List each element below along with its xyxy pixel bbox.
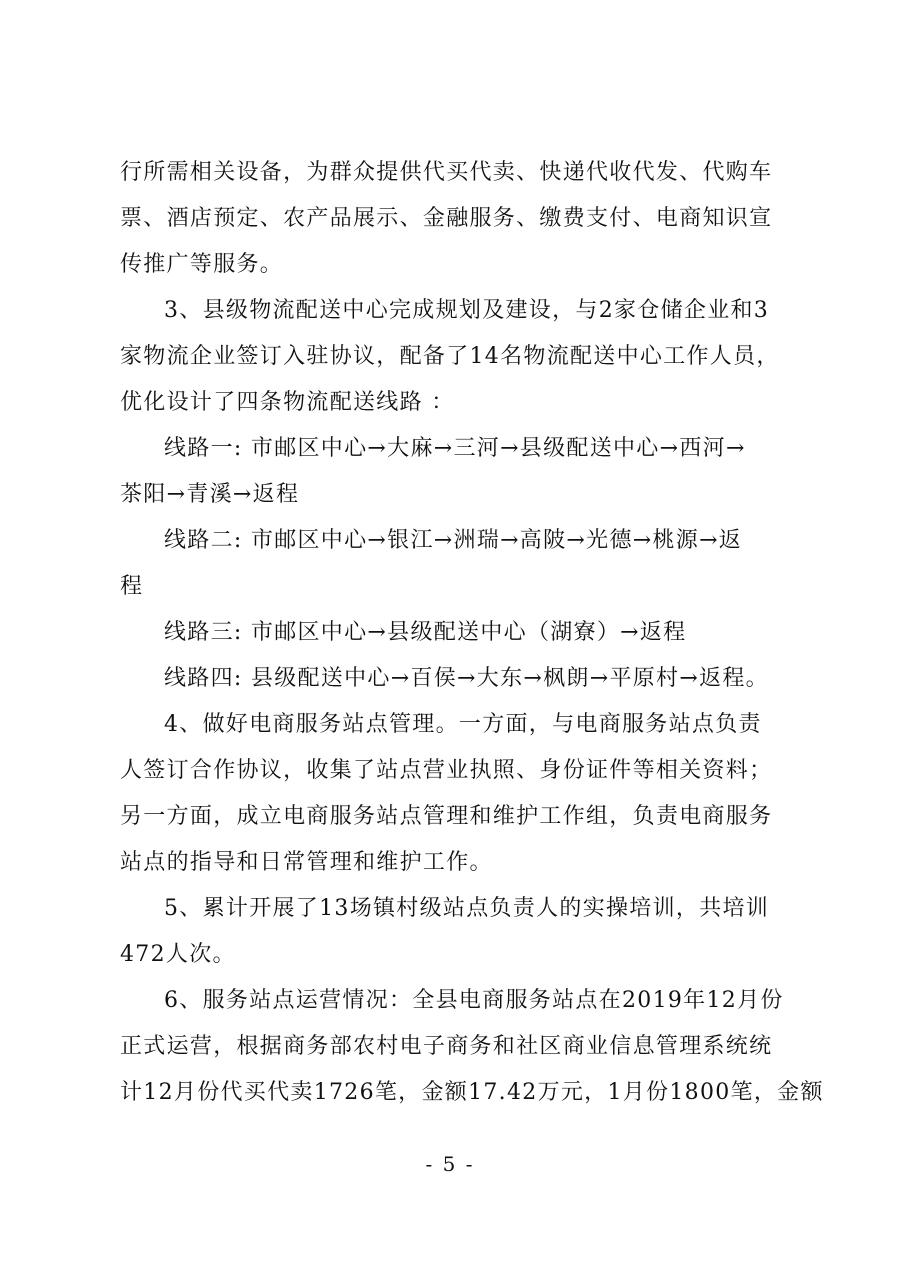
text-line: 3、县级物流配送中心完成规划及建设，与2家仓储企业和3 [164, 298, 770, 323]
text-line: 正式运营，根据商务部农村电子商务和社区商业信息管理系统统 [120, 1034, 773, 1059]
body-text [120, 150, 824, 1116]
paragraph-route-4 [120, 656, 800, 702]
text-line: 程 [120, 574, 144, 599]
paragraph [120, 978, 824, 1116]
text-line: 茶阳→青溪→返程 [120, 482, 300, 507]
paragraph [120, 150, 800, 288]
paragraph-route-1 [120, 426, 800, 518]
text-line: 人签订合作协议，收集了站点营业执照、身份证件等相关资料； [120, 758, 773, 783]
page-number: - 5 - [425, 1152, 475, 1176]
text-line: 另一方面，成立电商服务站点管理和维护工作组，负责电商服务 [120, 804, 773, 829]
text-line: 优化设计了四条物流配送线路 ： [120, 390, 455, 415]
text-line: 站点的指导和日常管理和维护工作。 [120, 850, 493, 875]
text-line: 计12月份代买代卖1726笔，金额17.42万元，1月份1800笔，金额 [120, 1080, 824, 1105]
text-line: 线路二: 市邮区中心→银江→洲瑞→高陂→光德→桃源→返 [164, 528, 743, 553]
text-line: 线路四: 县级配送中心→百侯→大东→枫朗→平原村→返程。 [164, 666, 769, 691]
text-line: 6、服务站点运营情况：全县电商服务站点在2019年12月份 [164, 988, 784, 1013]
text-line: 行所需相关设备，为群众提供代买代卖、快递代收代发、代购车 [120, 160, 773, 185]
text-line: 472人次。 [120, 942, 236, 967]
text-line: 传推广等服务。 [120, 252, 284, 277]
paragraph-route-2 [120, 518, 800, 610]
text-line: 票、酒店预定、农产品展示、金融服务、缴费支付、电商知识宣 [120, 206, 773, 231]
paragraph [120, 288, 800, 426]
paragraph-route-3 [120, 610, 800, 656]
text-line: 家物流企业签订入驻协议，配备了14名物流配送中心工作人员， [120, 344, 780, 369]
text-line: 线路一: 市邮区中心→大麻→三河→县级配送中心→西河→ [164, 436, 746, 461]
text-line: 4、做好电商服务站点管理。一方面，与电商服务站点负责 [164, 712, 762, 737]
text-line: 5、累计开展了13场镇村级站点负责人的实操培训，共培训 [164, 896, 770, 921]
paragraph [120, 886, 800, 978]
paragraph [120, 702, 800, 886]
text-line: 线路三: 市邮区中心→县级配送中心（湖寮）→返程 [164, 620, 687, 645]
